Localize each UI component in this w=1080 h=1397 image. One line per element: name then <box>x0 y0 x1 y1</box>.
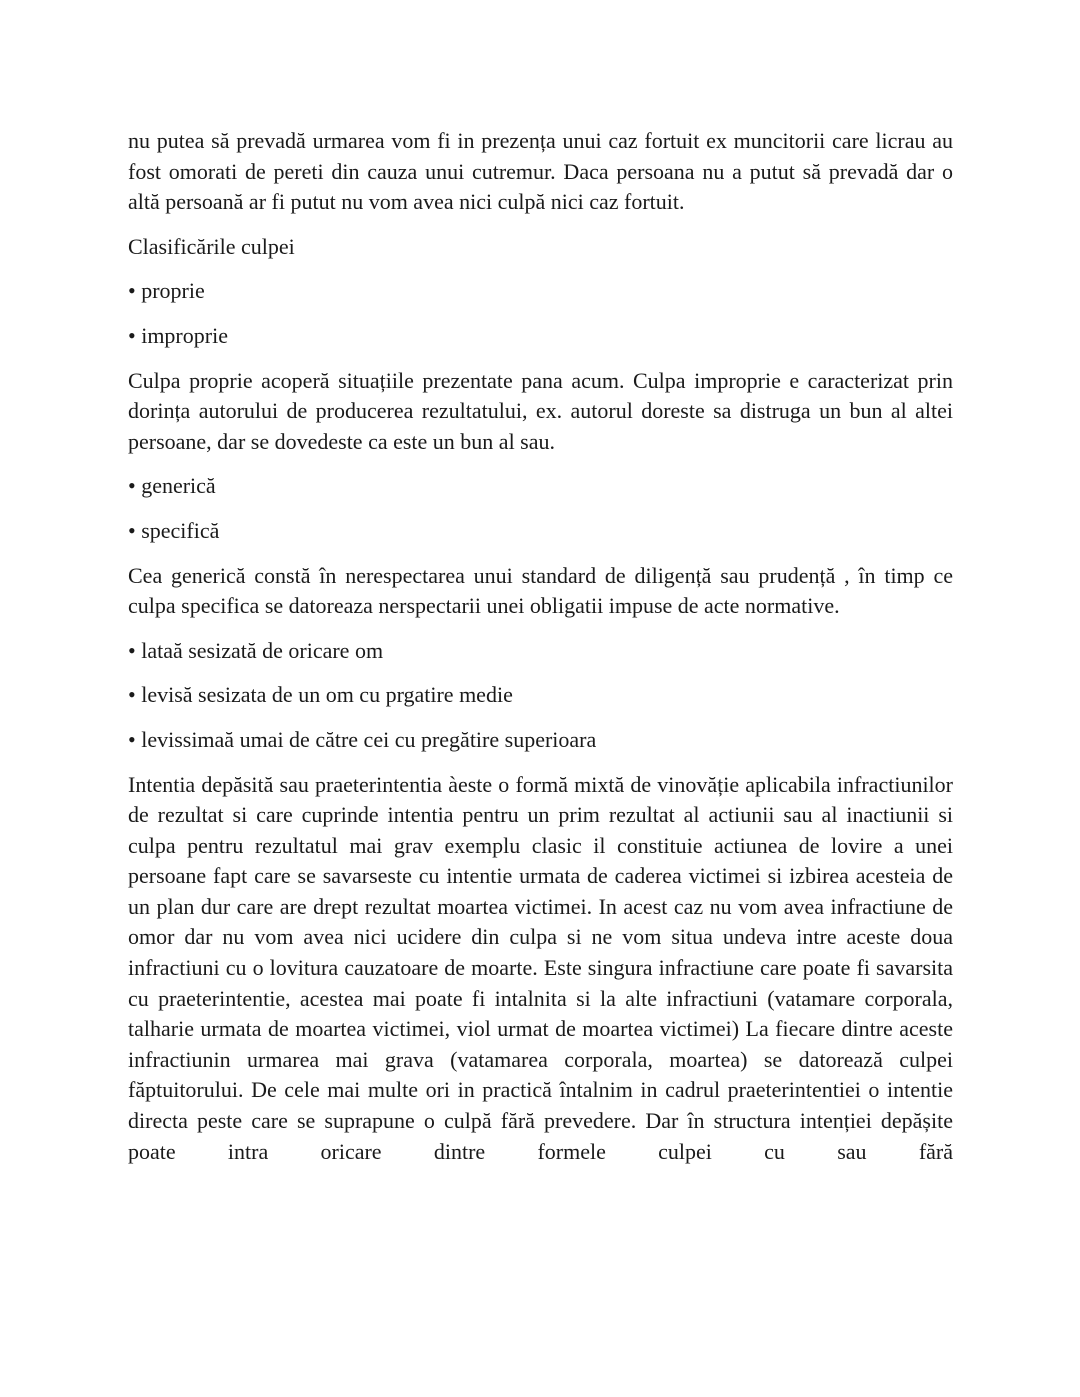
bullet-proprie: • proprie <box>128 278 205 304</box>
bullet-improprie: • improprie <box>128 322 228 348</box>
paragraph-praeterintentie: Intentia depăsită sau praeterintentia àeste o formă mixtă de vinovăție aplicabila infractiunilor de rezultat si care cuprinde intentia pentru un prim rezultat al actiunii sau al inactiunii si culpa pentru rezultatul mai grav exemplu clasic il constituie actiunea de lovire a unei persoane fapt care se savarseste cu intentie urmata de caderea victimei si izbirea acesteia de un plan dur care are drept rezultat moartea victimei. In acest caz nu vom avea infractiune de omor dar nu vom avea nici ucidere din culpa si ne vom situa undeva intre aceste doua infractiuni cu o lovitura cauzatoare de moarte. Este singura infractiune care poate fi savarsita cu praeterintentie, acestea mai poate fi intalnita si la alte infractiuni (vatamare corporala, talharie urmata de moartea victimei, viol urmat de moartea victimei) La fiecare dintre aceste infractiunin urmarea mai grava (vatamarea corporala, moartea) se datorează culpei făptuitorului. De cele mai multe ori in practică întalnim in cadrul praeterintentiei o intentie directa peste care se suprapune o culpă fără prevedere. Dar în structura intenției depășite poate intra oricare dintre formele culpei cu sau fără <box>128 771 953 1164</box>
paragraph-culpa-generica: Cea generică constă în nerespectarea unui standard de diligență sau prudență , în timp ce culpa specifica se datoreaza nerspectarii unei obligatii impuse de acte normative. <box>128 562 953 619</box>
bullet-generica: • generică <box>128 473 216 499</box>
paragraph-caz-fortuit: nu putea să prevadă urmarea vom fi in prezența unui caz fortuit ex muncitorii care licrau au fost omorati de pereti din cauza unui cutremur. Daca persoana nu a putut să prevadă dar o altă persoană ar fi putut nu vom avea nici culpă nici caz fortuit. <box>128 128 953 215</box>
bullet-levissima: • levissimaă umai de către cei cu pregătire superioara <box>128 726 597 752</box>
heading-clasificari-culpei: Clasificările culpei <box>128 233 295 259</box>
document-page <box>128 126 953 1181</box>
bullet-specifica: • specifică <box>128 517 220 543</box>
bullet-lata: • lataă sesizată de oricare om <box>128 637 384 663</box>
paragraph-culpa-proprie: Culpa proprie acoperă situațiile prezentate pana acum. Culpa improprie e caracterizat prin dorința autorului de producerea rezultatului, ex. autorul doreste sa distruga un bun al altei persoane, dar se dovedeste ca este un bun al sau. <box>128 367 953 454</box>
bullet-levis: • levisă sesizata de un om cu prgatire medie <box>128 682 513 708</box>
